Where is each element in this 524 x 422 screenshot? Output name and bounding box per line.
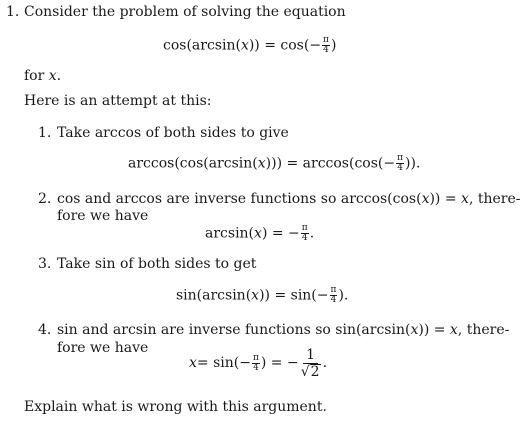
step-2-number: 2. (38, 191, 52, 207)
step-1-number: 1. (38, 125, 52, 141)
step-3-text: Take sin of both sides to get (57, 256, 257, 272)
problem-number: 1. (6, 4, 20, 20)
step-4-text: sin and arcsin are inverse functions so sin(arcsin(x)) = x, there- (57, 322, 510, 338)
step-1-text: Take arccos of both sides to give (57, 125, 289, 141)
sqrt-symbol: √ 2 (300, 363, 320, 380)
for-x-line: for x. (24, 68, 62, 84)
step-4-text-line2: fore we have (57, 340, 149, 356)
conclusion: Explain what is wrong with this argument. (24, 399, 327, 415)
step-2-text-line2: fore we have (57, 208, 149, 224)
step-2-equation: arcsin(x) = − $\frac{\pi}{4}$ . (205, 223, 315, 243)
step-4-number: 4. (38, 322, 52, 338)
step-1-equation: arccos(cos(arcsin(x))) = arccos(cos(− $\frac{\pi}{4}$ )). (128, 153, 421, 173)
attempt-intro: Here is an attempt at this: (24, 93, 212, 109)
step-4-equation: x = sin(− $\frac{\pi}{4}$ ) = − 1 √ 2 . (189, 347, 328, 380)
fraction-one-over-root-two: 1 √ 2 (300, 347, 320, 380)
step-2-text: cos and arccos are inverse functions so arccos(cos(x)) = x, there- (57, 191, 521, 207)
step-3-number: 3. (38, 256, 52, 272)
main-equation: cos(arcsin(x)) = cos(− $\frac{\pi}{4}$ ) (163, 35, 337, 55)
problem-intro: Consider the problem of solving the equation (24, 4, 346, 20)
fraction-pi-over-4: $\frac{\pi}{4}$ (323, 35, 329, 55)
step-3-equation: sin(arcsin(x)) = sin(− $\frac{\pi}{4}$ ). (176, 285, 349, 305)
